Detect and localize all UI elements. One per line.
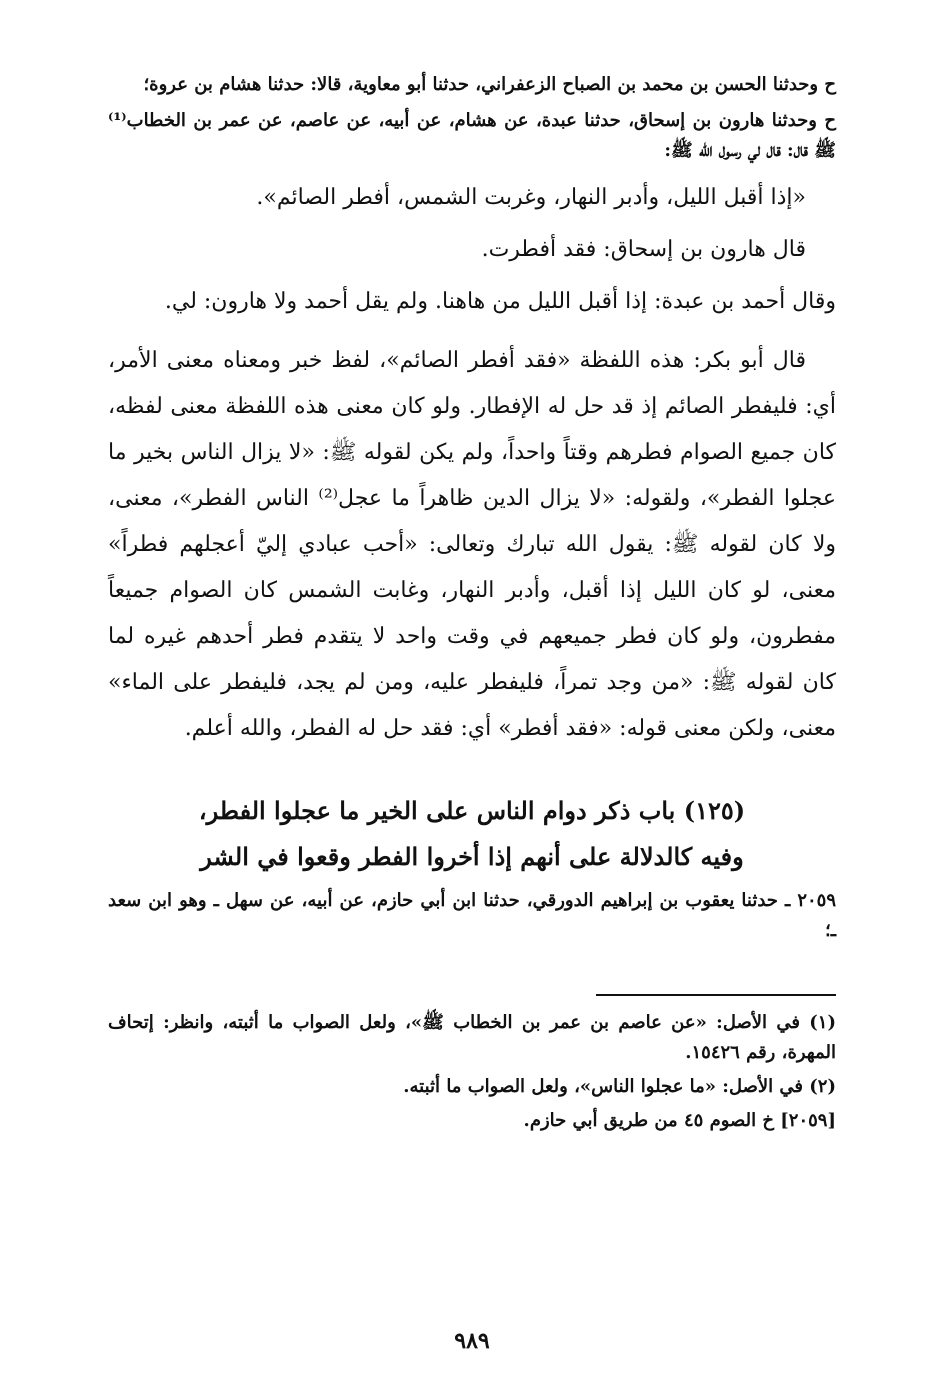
hadith-quote: «إذا أقبل الليل، وأدبر النهار، وغربت الشمس، أفطر الصائم». xyxy=(256,185,806,210)
footnote-divider xyxy=(596,994,836,996)
hadith-2059-isnad: ٢٠٥٩ ـ حدثنا يعقوب بن إبراهيم الدورقي، حدثنا ابن أبي حازم، عن أبيه، عن سهل ـ وهو ابن سعد ـ؛ xyxy=(108,890,836,941)
document-page xyxy=(108,70,837,1354)
footnote-1: (١) في الأصل: «عن عاصم بن عمر بن الخطاب ﷺ»، ولعل الصواب ما أثبته، وانظر: إتحاف المهرة، رقم ١٥٤٢٦. xyxy=(108,1012,836,1063)
harun-remark: قال هارون بن إسحاق: فقد أفطرت. xyxy=(481,237,806,262)
chapter-heading xyxy=(108,788,836,880)
isnad-line-1: ح وحدثنا الحسن بن محمد بن الصباح الزعفراني، حدثنا أبو معاوية، قالا: حدثنا هشام بن عروة؛ xyxy=(143,74,836,95)
commentary-paragraph: قال أبو بكر: هذه اللفظة «فقد أفطر الصائم»، لفظ خبر ومعناه معنى الأمر، أي: فليفطر الصائم إذ قد حل له الإفطار. ولو كان معنى هذه اللفظة معنى لفظه، كان جميع الصوام فطرهم وقتاً واحداً، ولم يكن لقوله ﷺ: «لا يزال الناس بخير ما عجلوا الفطر»، ولقوله: «لا يزال الدين ظاهراً ما عجل⁽²⁾ الناس الفطر»، معنى، ولا كان لقوله ﷺ: يقول الله تبارك وتعالى: «أحب عبادي إليّ أعجلهم فطراً» معنى، لو كان الليل إذا أقبل، وأدبر النهار، وغابت الشمس كان الصوام جميعاً مفطرون، ولو كان فطر جميعهم في وقت واحد لا يتقدم فطر أحدهم غيره لما كان لقوله ﷺ: «من وجد تمراً، فليفطر عليه، ومن لم يجد، فليفطر على الماء» معنى، ولكن معنى قوله: «فقد أفطر» أي: فقد حل له الفطر، والله أعلم. xyxy=(108,348,837,741)
page-number: ٩٨٩ xyxy=(454,1328,490,1354)
footnote-2: (٢) في الأصل: «ما عجلوا الناس»، ولعل الصواب ما أثبته. xyxy=(403,1076,836,1097)
ahmad-remark: وقال أحمد بن عبدة: إذا أقبل الليل من هاهنا. ولم يقل أحمد ولا هارون: لي. xyxy=(164,289,836,314)
footnote-reference: [٢٠٥٩] خ الصوم ٤٥ من طريق أبي حازم. xyxy=(523,1110,836,1131)
isnad-line-2: ح وحدثنا هارون بن إسحاق، حدثنا عبدة، عن هشام، عن أبيه، عن عاصم، عن عمر بن الخطاب⁽¹⁾ ﷺ قال: قال لي رسول الله ﷺ: xyxy=(108,110,836,161)
chapter-heading-line-2: وفيه كالدلالة على أنهم إذا أخروا الفطر وقعوا في الشر xyxy=(200,842,744,871)
chapter-heading-line-1: (١٢٥) باب ذكر دوام الناس على الخير ما عجلوا الفطر، xyxy=(198,796,746,825)
